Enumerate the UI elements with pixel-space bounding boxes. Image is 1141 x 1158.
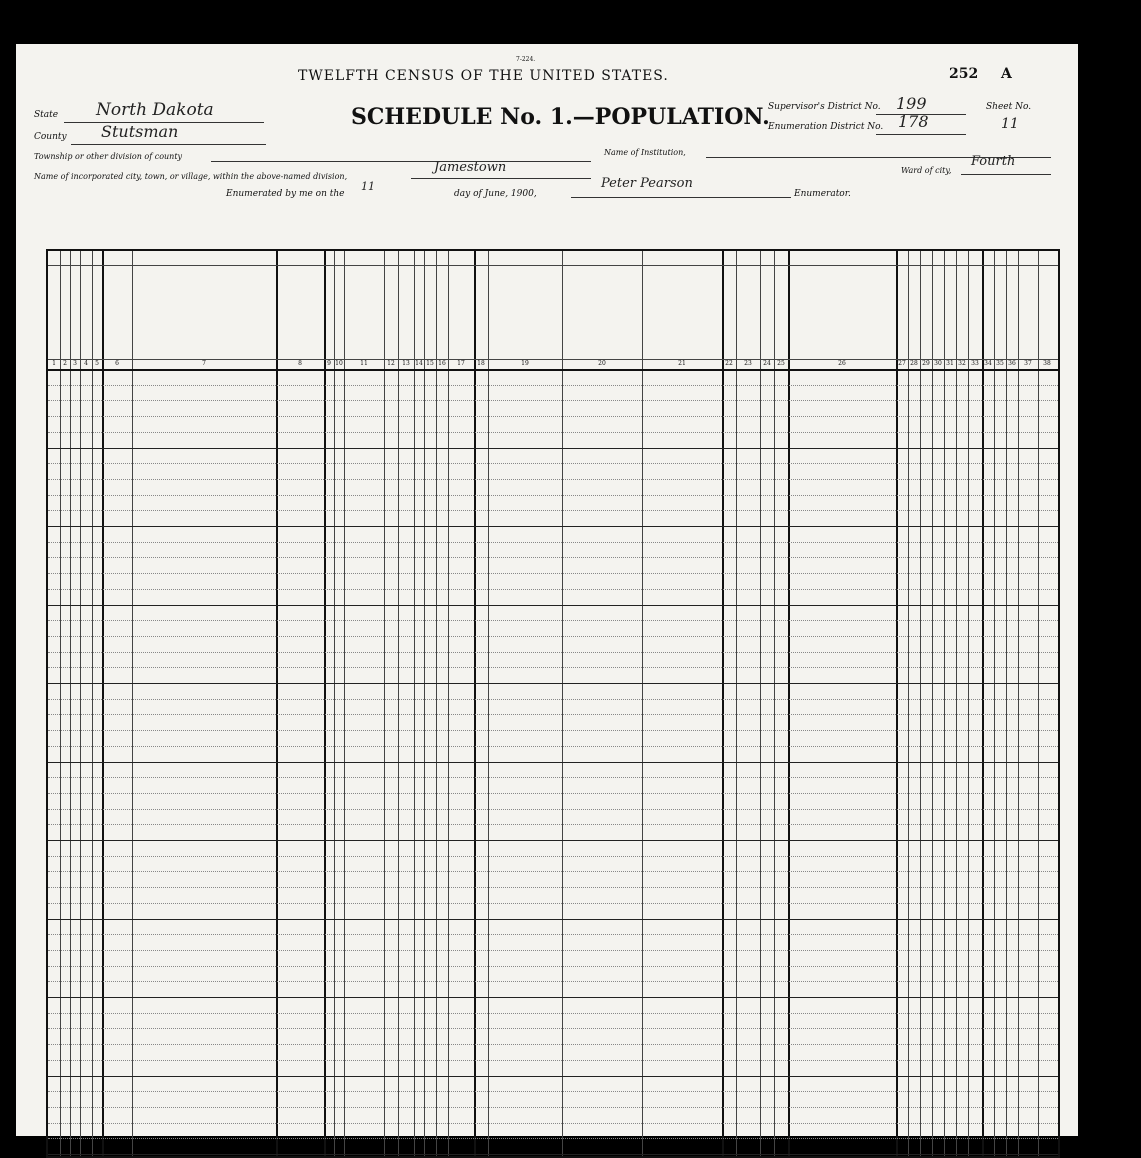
day-of-label: day of June, 1900, <box>454 189 537 199</box>
row-rule <box>48 495 1058 496</box>
row-rule <box>48 400 1058 401</box>
column-number: 27 <box>898 360 906 367</box>
column-number: 18 <box>477 360 485 367</box>
sheet-label: Sheet No. <box>986 102 1032 112</box>
column-number: 29 <box>922 360 930 367</box>
column-number: 6 <box>115 360 119 367</box>
row-rule <box>48 699 1058 700</box>
row-rule <box>48 981 1058 982</box>
column-number: 16 <box>438 360 446 367</box>
row-rule <box>48 1123 1058 1124</box>
row-rule <box>48 777 1058 778</box>
enumeration-label: Enumeration District No. <box>768 122 884 132</box>
row-rule <box>48 463 1058 464</box>
row-rule <box>48 1154 1058 1155</box>
row-rule <box>48 683 1058 684</box>
county-value: Stutsman <box>101 122 179 141</box>
column-rule <box>774 251 775 1156</box>
column-rule <box>324 251 326 1156</box>
column-rule <box>760 251 761 1156</box>
supervisor-label: Supervisor's District No. <box>768 102 881 112</box>
column-rule <box>344 251 345 1156</box>
row-rule <box>48 714 1058 715</box>
column-rule <box>642 251 643 1156</box>
row-rule <box>48 919 1058 920</box>
row-rule <box>48 809 1058 810</box>
row-rule <box>48 385 1058 386</box>
row-rule <box>48 793 1058 794</box>
column-rule <box>1038 251 1039 1156</box>
row-rule <box>48 667 1058 668</box>
row-rule <box>48 1091 1058 1092</box>
column-number: 28 <box>910 360 918 367</box>
column-rule <box>920 251 921 1156</box>
column-number: 35 <box>996 360 1004 367</box>
column-rule <box>474 251 476 1156</box>
column-rule <box>722 251 724 1156</box>
column-rule <box>982 251 984 1156</box>
row-rule <box>48 448 1058 449</box>
row-rule <box>48 589 1058 590</box>
header-rule <box>48 369 1058 371</box>
enumeration-value: 178 <box>898 112 929 131</box>
column-rule <box>132 251 133 1156</box>
column-number: 12 <box>387 360 395 367</box>
city-line <box>411 178 591 179</box>
column-rule <box>276 251 278 1156</box>
row-rule <box>48 510 1058 511</box>
column-rule <box>398 251 399 1156</box>
census-title: TWELFTH CENSUS OF THE UNITED STATES. <box>298 68 669 84</box>
column-rule <box>334 251 335 1156</box>
enumerator-line <box>571 197 791 198</box>
column-number: 1 <box>52 360 56 367</box>
column-rule <box>436 251 437 1156</box>
supervisor-value: 199 <box>896 94 927 113</box>
column-rule <box>788 251 790 1156</box>
column-number: 13 <box>402 360 410 367</box>
header-rule <box>48 265 1058 266</box>
row-rule <box>48 557 1058 558</box>
sheet-value: 11 <box>1001 116 1019 132</box>
city-value: Jamestown <box>434 160 507 175</box>
row-rule <box>48 1076 1058 1077</box>
row-rule <box>48 542 1058 543</box>
row-rule <box>48 887 1058 888</box>
column-number: 8 <box>298 360 302 367</box>
row-rule <box>48 479 1058 480</box>
ward-line <box>961 174 1051 175</box>
row-rule <box>48 950 1058 951</box>
column-rule <box>488 251 489 1156</box>
row-rule <box>48 526 1058 527</box>
row-rule <box>48 416 1058 417</box>
state-value: North Dakota <box>96 100 214 120</box>
row-rule <box>48 824 1058 825</box>
row-rule <box>48 1060 1058 1061</box>
census-sheet <box>16 44 1078 1136</box>
column-number: 37 <box>1024 360 1032 367</box>
row-rule <box>48 620 1058 621</box>
column-number: 25 <box>777 360 785 367</box>
row-rule <box>48 1013 1058 1014</box>
row-rule <box>48 1044 1058 1045</box>
column-number: 3 <box>73 360 77 367</box>
column-number: 11 <box>360 360 368 367</box>
column-number: 30 <box>934 360 942 367</box>
column-number: 38 <box>1043 360 1051 367</box>
column-number: 33 <box>971 360 979 367</box>
row-rule <box>48 856 1058 857</box>
township-line <box>211 161 591 162</box>
column-number: 34 <box>984 360 992 367</box>
row-rule <box>48 432 1058 433</box>
column-rule <box>896 251 898 1156</box>
row-rule <box>48 1028 1058 1029</box>
column-rule <box>736 251 737 1156</box>
column-rule <box>70 251 71 1156</box>
column-number: 15 <box>426 360 434 367</box>
row-rule <box>48 966 1058 967</box>
column-number: 5 <box>95 360 99 367</box>
column-number: 10 <box>335 360 343 367</box>
state-label: State <box>34 110 59 120</box>
page-number: 252 <box>949 66 979 82</box>
column-rule <box>60 251 61 1156</box>
column-number: 17 <box>457 360 465 367</box>
city-label: Name of incorporated city, town, or village, within the above-named division, <box>34 172 348 181</box>
column-number: 19 <box>521 360 529 367</box>
column-rule <box>968 251 969 1156</box>
row-rule <box>48 997 1058 998</box>
column-rule <box>562 251 563 1156</box>
row-rule <box>48 636 1058 637</box>
row-rule <box>48 605 1058 606</box>
row-rule <box>48 1107 1058 1108</box>
ward-value: Fourth <box>971 154 1016 169</box>
enumerated-day: 11 <box>361 180 375 193</box>
column-rule <box>448 251 449 1156</box>
column-number: 22 <box>725 360 733 367</box>
ward-label: Ward of city, <box>901 166 952 175</box>
column-rule <box>956 251 957 1156</box>
enumerated-label: Enumerated by me on the <box>226 189 345 199</box>
township-label: Township or other division of county <box>34 152 183 161</box>
column-rule <box>414 251 415 1156</box>
row-rule <box>48 762 1058 763</box>
row-rule <box>48 934 1058 935</box>
column-number: 14 <box>415 360 423 367</box>
column-rule <box>80 251 81 1156</box>
row-rule <box>48 746 1058 747</box>
column-number: 4 <box>84 360 88 367</box>
column-rule <box>92 251 93 1156</box>
column-number: 24 <box>763 360 771 367</box>
column-rule <box>384 251 385 1156</box>
row-rule <box>48 871 1058 872</box>
row-rule <box>48 573 1058 574</box>
column-number: 32 <box>958 360 966 367</box>
row-rule <box>48 652 1058 653</box>
row-rule <box>48 903 1058 904</box>
enumeration-line <box>876 134 966 135</box>
column-number: 7 <box>202 360 206 367</box>
column-number: 23 <box>744 360 752 367</box>
column-rule <box>1018 251 1019 1156</box>
column-rule <box>424 251 425 1156</box>
enumerator-value: Peter Pearson <box>601 176 693 191</box>
column-number: 9 <box>327 360 331 367</box>
page-letter: A <box>1001 66 1012 82</box>
column-number: 36 <box>1008 360 1016 367</box>
row-rule <box>48 840 1058 841</box>
column-rule <box>102 251 104 1156</box>
column-rule <box>994 251 995 1156</box>
county-line <box>71 144 266 145</box>
schedule-title: SCHEDULE No. 1.—POPULATION. <box>351 104 770 130</box>
column-rule <box>944 251 945 1156</box>
column-number: 26 <box>838 360 846 367</box>
column-number: 31 <box>946 360 954 367</box>
county-label: County <box>34 132 67 142</box>
population-table <box>46 249 1060 1158</box>
institution-label: Name of Institution, <box>604 148 686 157</box>
column-number: 2 <box>63 360 67 367</box>
column-number: 20 <box>598 360 606 367</box>
column-rule <box>932 251 933 1156</box>
enumerator-label: Enumerator. <box>794 189 851 199</box>
column-number: 21 <box>678 360 686 367</box>
row-rule <box>48 730 1058 731</box>
form-code: 7-224. <box>516 56 536 63</box>
column-rule <box>908 251 909 1156</box>
column-rule <box>1006 251 1007 1156</box>
row-rule <box>48 1138 1058 1139</box>
